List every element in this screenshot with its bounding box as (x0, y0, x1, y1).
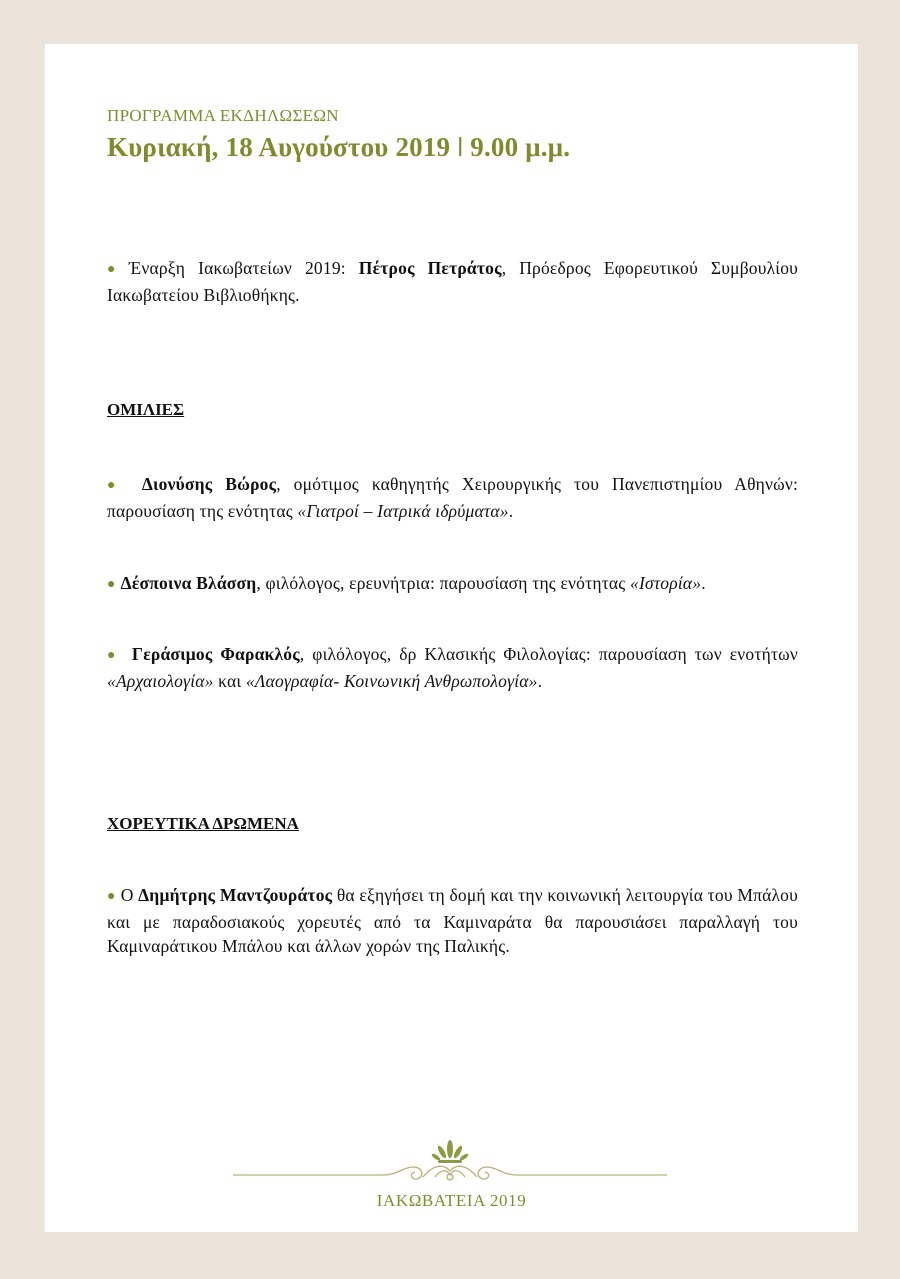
bullet-dot-icon: ● (107, 478, 124, 493)
floral-ornament-icon (233, 1137, 667, 1187)
performer-name: Δημήτρης Μαντζουράτος (138, 885, 333, 905)
footer-title: ΙΑΚΩΒΑΤΕΙΑ 2019 (376, 1191, 527, 1210)
bullet-dot-icon: ● (107, 889, 116, 904)
speaker-name: Δέσποινα Βλάσση (120, 573, 257, 593)
speaker-name: Πέτρος Πετράτος (358, 258, 502, 278)
speech-item: ● Δέσποινα Βλάσση, φιλόλογος, ερευνήτρια: παρουσίαση της ενότητας «Ιστορία». (107, 573, 706, 593)
speech-item: ● Διονύσης Βώρος, ομότιμος καθηγητής Χειρουργικής του Πανεπιστημίου Αθηνών: παρουσίαση της ενότητας «Γιατροί – Ιατρικά ιδρύματα». (107, 474, 799, 521)
topic-title: «Ιστορία» (630, 573, 702, 593)
speeches-section-title: ΟΜΙΛΙΕΣ (107, 400, 185, 419)
speaker-name: Γεράσιμος Φαρακλός (131, 644, 300, 664)
dance-paragraph: ● Ο Δημήτρης Μαντζουράτος θα εξηγήσει τη δομή και την κοινωνική λειτουργία του Μπάλου και με παραδοσιακούς χορευτές από τα Καμιναράτα θα παρουσιάσει παραλλαγή του Καμιναράτικου Μπάλου και άλλων χορών της Παλικής. (107, 885, 798, 956)
topic-title: «Γιατροί – Ιατρικά ιδρύματα» (297, 501, 509, 521)
speaker-name: Διονύσης Βώρος (141, 474, 277, 494)
bullet-dot-icon: ● (107, 262, 125, 277)
dance-section-title: ΧΟΡΕΥΤΙΚΑ ΔΡΩΜΕΝΑ (107, 814, 299, 833)
opening-paragraph: ● Έναρξη Ιακωβατείων 2019: Πέτρος Πετράτος, Πρόεδρος Εφορευτικού Συμβουλίου Ιακωβατείου Βιβλιοθήκης. (107, 258, 799, 305)
event-date-heading: Κυριακή, 18 Αυγούστου 2019 ǀ 9.00 μ.μ. (107, 132, 571, 162)
program-kicker: ΠΡΟΓΡΑΜΜΑ ΕΚΔΗΛΩΣΕΩΝ (107, 106, 339, 125)
speech-item: ● Γεράσιμος Φαρακλός, φιλόλογος, δρ Κλασικής Φιλολογίας: παρουσίαση των ενοτήτων «Αρχαιολογία» και «Λαογραφία- Κοινωνική Ανθρωπολογία». (107, 644, 799, 691)
document-page (45, 44, 858, 1232)
topic-title: «Αρχαιολογία» (107, 671, 214, 691)
bullet-dot-icon: ● (107, 648, 119, 663)
bullet-dot-icon: ● (107, 577, 116, 592)
topic-title: «Λαογραφία- Κοινωνική Ανθρωπολογία» (245, 671, 538, 691)
